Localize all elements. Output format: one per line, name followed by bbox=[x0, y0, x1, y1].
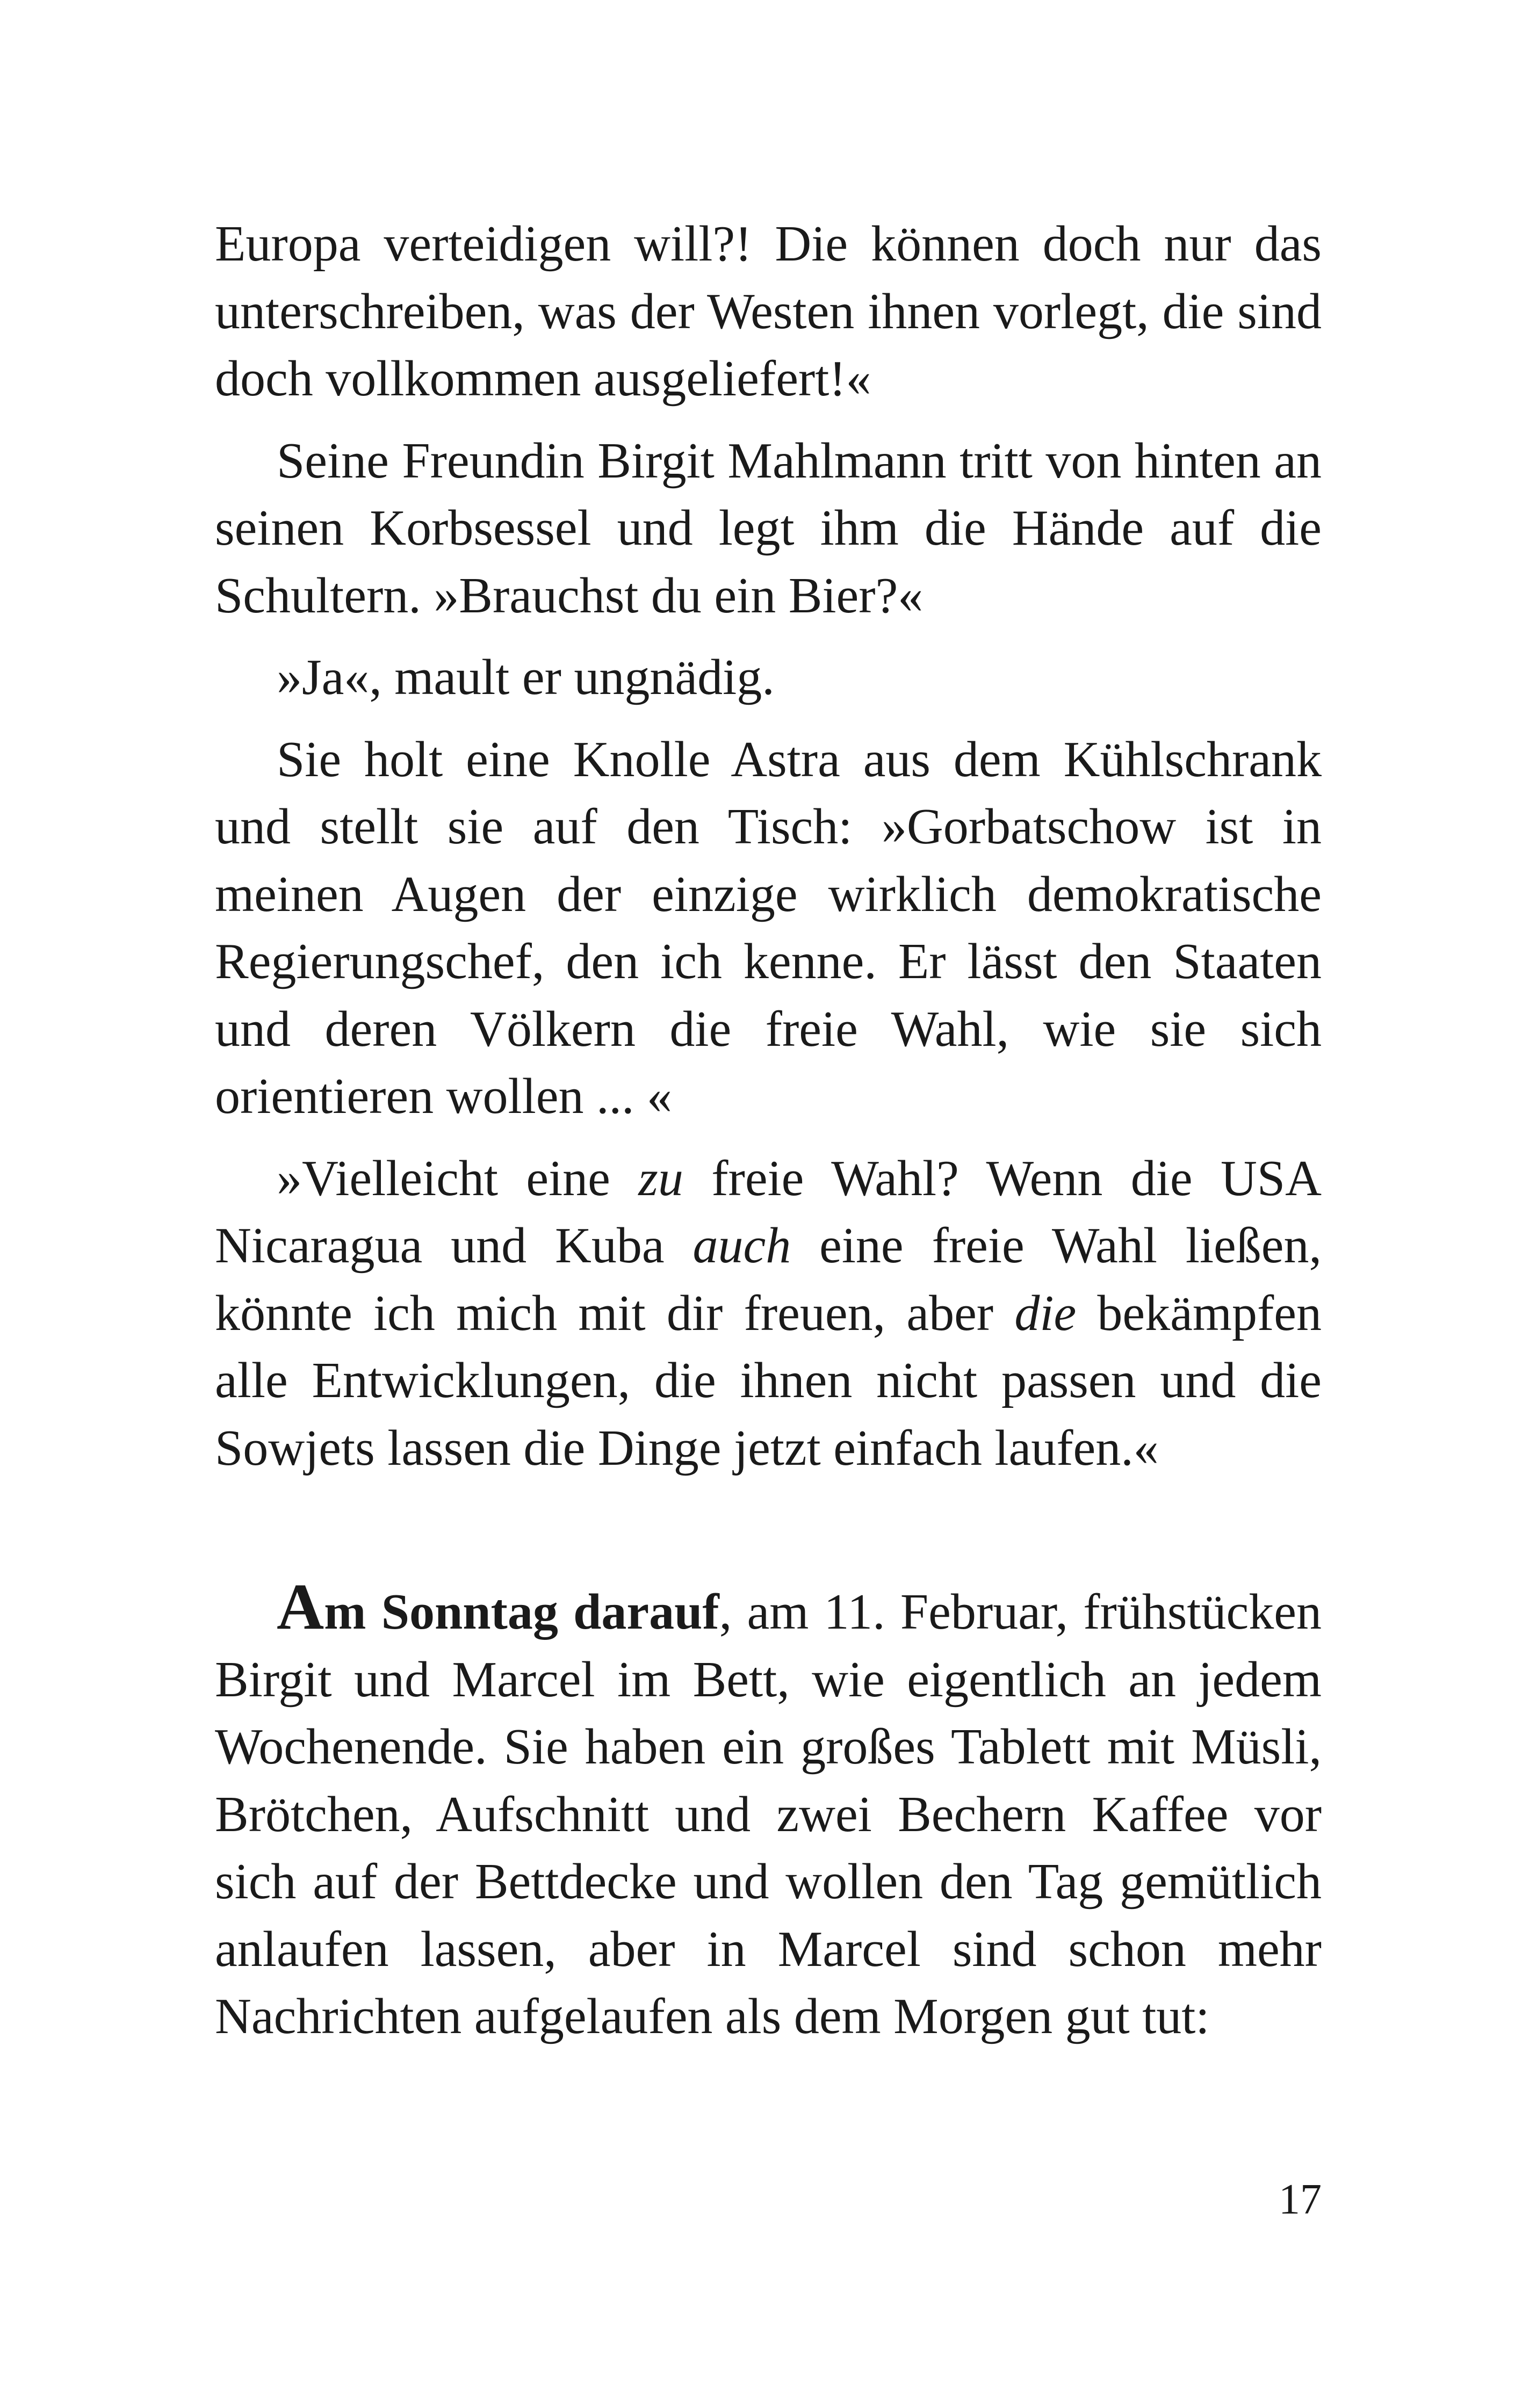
page-number: 17 bbox=[1279, 2176, 1322, 2223]
paragraph-4: Sie holt eine Knolle Astra aus dem Kühlschrank und stellt sie auf den Tisch: »Gorbatschow ist in meinen Augen der einzige wirklich demokratische Regierungschef, den ich kenne. Er lässt den Staaten und deren Völkern die freie Wahl, wie sie sich orientieren wollen ... « bbox=[215, 731, 1322, 1124]
italic-emphasis: zu bbox=[638, 1150, 683, 1206]
lead-in-bold: m Sonntag darauf bbox=[324, 1584, 719, 1640]
italic-emphasis: die bbox=[1014, 1285, 1077, 1341]
paragraph-3: »Ja«, mault er ungnädig. bbox=[277, 649, 775, 705]
italic-emphasis: auch bbox=[693, 1218, 791, 1274]
paragraph-1: Europa verteidigen will?! Die können doch nur das unterschreiben, was der Westen ihnen vorlegt, die sind doch vollkommen ausgeliefert!« bbox=[215, 216, 1322, 407]
section-opening-paragraph: Am Sonntag darauf, am 11. Februar, frühstücken Birgit und Marcel im Bett, wie eigentlich an jedem Wochenende. Sie haben ein großes Tablett mit Müsli, Brötchen, Aufschnitt und zwei Bechern Kaffee vor sich auf der Bettdecke und wollen den Tag gemütlich anlaufen lassen, aber in Marcel sind schon mehr Nachrichten aufgelaufen als dem Morgen gut tut: bbox=[215, 1571, 1322, 2044]
paragraph-2: Seine Freundin Birgit Mahlmann tritt von hinten an seinen Korbsessel und legt ihm die Hände auf die Schultern. »Brauchst du ein Bier?« bbox=[215, 432, 1322, 624]
body-text bbox=[215, 211, 1322, 2051]
lead-initial: A bbox=[277, 1571, 324, 1643]
paragraph-5: »Vielleicht eine zu freie Wahl? Wenn die USA Nicaragua und Kuba auch eine freie Wahl ließen, könnte ich mich mit dir freuen, aber die bekämpfen alle Entwicklungen, die ihnen nicht passen und die Sowjets lassen die Dinge jetzt einfach laufen.« bbox=[215, 1150, 1322, 1476]
